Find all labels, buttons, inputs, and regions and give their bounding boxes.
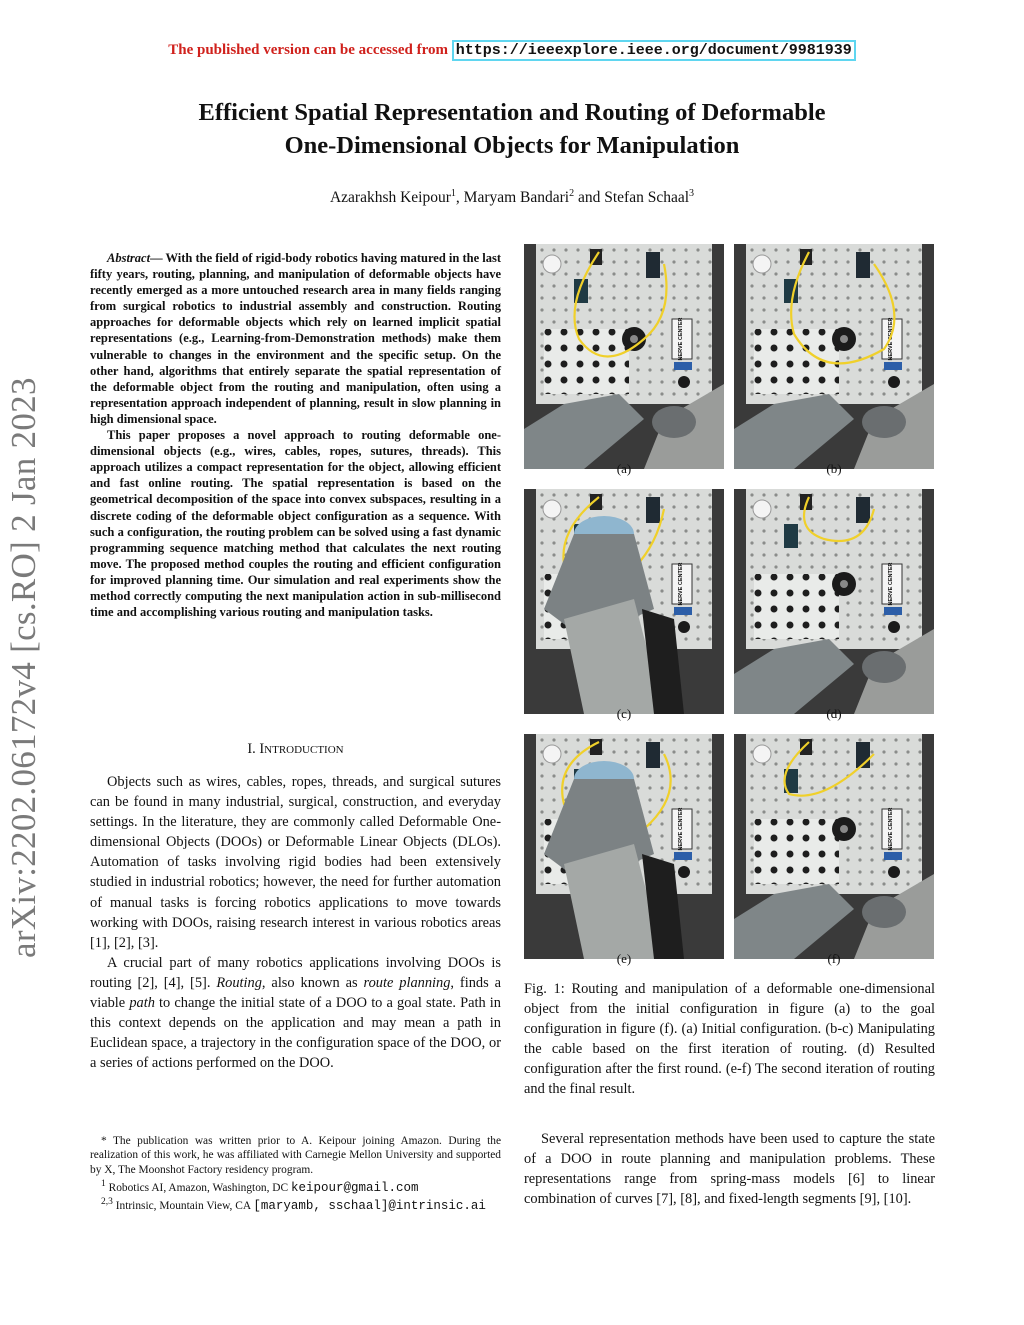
- abstract-paragraph-2: This paper proposes a novel approach to routing deformable one-dimensional objects (e.g., wires, cables, ropes, sutures, threads). This approach utilizes a compact representation for the object, allowing efficient and fast online routing. The spatial representation is based on the geometrical decomposition of the space into convex subspaces, resulting in a discrete coding of the deformable object configuration as a sequence. With such a configuration, the routing problem can be solved using a fast dynamic programming sequence matching method that calculates the next routing move. The proposed method couples the routing and efficient configuration for improved planning time. Our simulation and real experiments show the method correctly computing the next manipulation action in sub-millisecond time and accomplishing various routing and manipulation tasks.: [90, 428, 501, 620]
- author-2: Maryam Bandari: [463, 189, 570, 207]
- arxiv-identifier: arXiv:2202.06172v4 [cs.RO] 2 Jan 2023: [4, 377, 43, 958]
- author-3-affil: 3: [689, 188, 695, 199]
- abstract-dash: —: [150, 251, 166, 265]
- svg-text:NERVE CENTER: NERVE CENTER: [678, 562, 684, 606]
- introduction-body: [90, 772, 501, 1073]
- subfigure-label-c: (c): [616, 706, 632, 721]
- author-sep: and: [574, 189, 605, 207]
- footnote-1: [90, 1177, 501, 1195]
- right-paragraph-1: Several representation methods have been used to capture the state of a DOO in route planning and manipulation problems. These representations range from spring-mass models [6] to linear combination of curves [7], [8], and fixed-length segments [9], [10].: [524, 1131, 935, 1208]
- author-1: Azarakhsh Keipour: [329, 189, 451, 207]
- intro-paragraph-2: [90, 953, 501, 1074]
- photo-panel-c: [524, 489, 724, 714]
- svg-text:NERVE CENTER: NERVE CENTER: [678, 317, 684, 361]
- ieee-link[interactable]: https://ieeexplore.ieee.org/document/9981939: [452, 40, 856, 61]
- photo-panel-f: [734, 734, 934, 959]
- intro-paragraph-1: Objects such as wires, cables, ropes, threads, and surgical sutures can be found in many industrial, surgical, construction, and everyday settings. In the literature, they are commonly called Deformable One-dimensional Objects (DOOs) or Deformable Linear Objects (DLOs). Automation of tasks involving rigid bodies had been extensively studied in industrial robotics; however, the need for further automation of manual tasks is forcing robotics applications to move towards working with DOOs, raising research interest in various robotics areas [1], [2], [3].: [90, 774, 501, 951]
- footnote-1-text: Robotics AI, Amazon, Washington, DC: [105, 1181, 291, 1194]
- footnote-2-text: Intrinsic, Mountain View, CA: [112, 1199, 254, 1212]
- photo-graphic-e: [524, 734, 724, 959]
- author-1-affil: 1: [450, 188, 456, 199]
- right-column-body: [524, 1129, 935, 1209]
- section-title-rest: NTRODUCTION: [264, 744, 344, 756]
- abstract: [90, 250, 501, 620]
- banner-text: The published version can be accessed from: [168, 42, 448, 58]
- footnote-1-email: keipour@gmail.com: [290, 1180, 419, 1195]
- photo-graphic-a: [524, 244, 724, 469]
- section-heading-introduction: [90, 741, 501, 758]
- term-routing: Routing: [216, 974, 262, 991]
- photo-graphic-f: [734, 734, 934, 959]
- authors: [100, 188, 924, 207]
- photo-graphic-b: [734, 244, 934, 469]
- photo-panel-b: [734, 244, 934, 469]
- footnote-2-mark: 2,3: [101, 1196, 113, 1207]
- author-3: Stefan Schaal: [604, 189, 690, 207]
- author-2-affil: 2: [569, 188, 575, 199]
- subfigure-label-f: (f): [827, 951, 841, 966]
- subfigure-label-a: (a): [616, 461, 632, 476]
- author-sep: ,: [455, 189, 464, 207]
- subfigure-label-b: (b): [826, 461, 842, 476]
- photo-panel-d: [734, 489, 934, 714]
- photo-panel-e: [524, 734, 724, 959]
- title-line-2: One-Dimensional Objects for Manipulation: [284, 132, 740, 159]
- footnotes: [90, 1134, 501, 1213]
- title-line-1: Efficient Spatial Representation and Routing of Deformable: [198, 99, 826, 126]
- photo-graphic-c: [524, 489, 724, 714]
- footnote-1-mark: 1: [101, 1178, 106, 1189]
- subfigure-label-e: (e): [616, 951, 632, 966]
- svg-text:NERVE CENTER: NERVE CENTER: [888, 562, 894, 606]
- term-path: path: [129, 995, 155, 1012]
- section-title-first: I: [259, 741, 265, 757]
- subfigure-label-d: (d): [826, 706, 842, 721]
- svg-text:NERVE CENTER: NERVE CENTER: [888, 807, 894, 851]
- footnote-2: [90, 1195, 501, 1213]
- paper-title: [100, 96, 924, 162]
- intro-text: A crucial part of many robotics applications involving DOOs is routing [2], [4], [5].: [90, 954, 501, 991]
- figure-caption: Fig. 1: Routing and manipulation of a deformable one-dimensional object from the initial configuration in figure (a) to the goal configuration in figure (f). (a) Initial configuration. (b-c) Manipulating the cable based on the first iteration of routing. (d) Resulted configuration after the first round. (e-f) The second iteration of routing and the final result.: [524, 981, 935, 1098]
- footnote-2-email: [maryamb, sschaal]@intrinsic.ai: [253, 1198, 486, 1213]
- svg-text:NERVE CENTER: NERVE CENTER: [678, 807, 684, 851]
- photo-graphic-d: [734, 489, 934, 714]
- footnote-star: * The publication was written prior to A. Keipour joining Amazon. During the realization of this work, he was affiliated with Carnegie Mellon University and supported by X, The Moonshot Factory residency program.: [90, 1135, 501, 1176]
- section-number: I.: [247, 741, 260, 757]
- intro-text: to change the initial state of a DOO to a goal state. Path in this context depends on the application and may mean a path in Euclidean space, a trajectory in the configuration space of the DOO, or a series of actions performed on the DOO.: [90, 995, 501, 1072]
- abstract-text-1: With the field of rigid-body robotics having matured in the last fifty years, routing, planning, and manipulation of deformable objects have recently emerged as a more untouched research area in many fields ranging from surgical robotics to industrial assembly and construction. Routing approaches for deformable objects which rely on learned implicit spatial representations (e.g., Learning-from-Demonstration methods) make them vulnerable to changes in the environment and the specific setup. On the other hand, algorithms that entirely separate the spatial representation of the deformable object from the routing and manipulation, often using a representation approach independent of planning, result in slow planning in high dimensional space.: [90, 251, 501, 426]
- publication-banner: [0, 42, 1024, 59]
- intro-text: , finds a viable: [90, 974, 502, 1012]
- term-route-planning: route planning: [363, 974, 451, 991]
- abstract-label: Abstract: [107, 251, 151, 265]
- photo-panel-a: [524, 244, 724, 469]
- intro-text: , also known as: [261, 974, 364, 991]
- abstract-paragraph-1: [90, 250, 501, 427]
- svg-text:NERVE CENTER: NERVE CENTER: [888, 317, 894, 361]
